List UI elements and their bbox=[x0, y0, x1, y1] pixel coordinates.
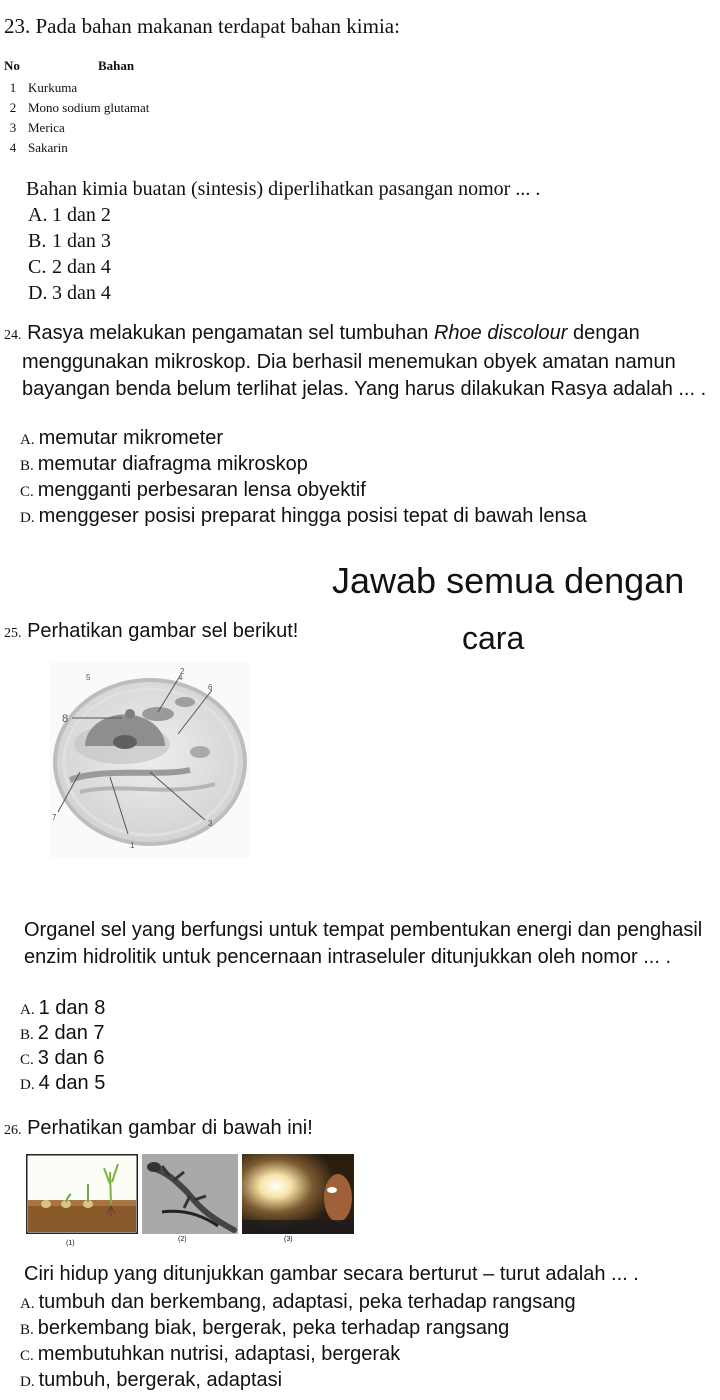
image-label-2: (2) bbox=[178, 1236, 187, 1243]
flashlight bbox=[327, 1187, 337, 1193]
table-row bbox=[4, 78, 149, 98]
image-caption-band bbox=[242, 1220, 354, 1234]
cell-label-8: 8 bbox=[62, 713, 69, 725]
q26-title bbox=[4, 1117, 313, 1140]
cell-label-7: 7 bbox=[52, 813, 57, 822]
option-letter: C. bbox=[20, 1348, 34, 1364]
option-letter: D. bbox=[20, 1077, 35, 1093]
table-row bbox=[4, 118, 149, 138]
option-letter: B. bbox=[28, 230, 47, 252]
q23-table bbox=[4, 58, 149, 158]
q24-stem-before: Rasya melakukan pengamatan sel tumbuhan bbox=[27, 322, 434, 344]
option-text: 1 dan 3 bbox=[52, 230, 111, 252]
option-text: mengganti perbesaran lensa obyektif bbox=[37, 479, 366, 501]
option-text: menggeser posisi preparat hingga posisi tepat di bawah lensa bbox=[38, 505, 587, 527]
option-text: memutar diafragma mikroskop bbox=[37, 453, 308, 475]
q25-option-b[interactable] bbox=[20, 1022, 105, 1045]
q25-option-a[interactable] bbox=[20, 997, 105, 1020]
option-letter: B. bbox=[20, 458, 34, 474]
option-text: tumbuh dan berkembang, adaptasi, peka terhadap rangsang bbox=[38, 1291, 576, 1313]
q26-option-d[interactable] bbox=[20, 1369, 282, 1392]
q23-title-text: Pada bahan makanan terdapat bahan kimia: bbox=[35, 14, 400, 38]
cell-label-3: 3 bbox=[208, 819, 213, 828]
option-text: membutuhkan nutrisi, adaptasi, bergerak bbox=[37, 1343, 401, 1365]
q23-row-bahan: Merica bbox=[28, 120, 65, 135]
cell-label-2: 2 bbox=[180, 667, 185, 676]
cell-label-6: 6 bbox=[208, 683, 213, 692]
q25-option-d[interactable] bbox=[20, 1072, 105, 1095]
lysosome bbox=[190, 746, 210, 758]
image-label-1: (1) bbox=[66, 1240, 75, 1247]
q25-title-text: Perhatikan gambar sel berikut! bbox=[27, 620, 299, 642]
q25-option-c[interactable] bbox=[20, 1047, 105, 1070]
q23-table-header bbox=[4, 58, 149, 78]
option-letter: C. bbox=[20, 1052, 34, 1068]
q23-row-bahan: Kurkuma bbox=[28, 80, 78, 95]
image-sprouting-seeds bbox=[26, 1154, 138, 1234]
person-face bbox=[324, 1174, 352, 1222]
q23-row-bahan: Mono sodium glutamat bbox=[28, 100, 150, 115]
q26-option-c[interactable] bbox=[20, 1343, 400, 1366]
table-row bbox=[4, 98, 149, 118]
option-text: memutar mikrometer bbox=[38, 427, 224, 449]
option-text: 1 dan 2 bbox=[52, 204, 111, 226]
cell-membrane bbox=[55, 680, 245, 844]
q24-question bbox=[4, 320, 716, 403]
nucleolus bbox=[113, 735, 137, 749]
image-gecko bbox=[142, 1154, 238, 1234]
q23-stem: Bahan kimia buatan (sintesis) diperlihatkan pasangan nomor ... . bbox=[26, 178, 541, 200]
q23-option-a[interactable] bbox=[28, 204, 111, 227]
option-letter: B. bbox=[20, 1322, 34, 1338]
q24-number: 24. bbox=[4, 328, 22, 343]
q26-stem: Ciri hidup yang ditunjukkan gambar secara berturut – turut adalah ... . bbox=[24, 1263, 639, 1285]
q23-number: 23. bbox=[4, 14, 31, 38]
q24-stem-after: dengan menggunakan mikroskop. Dia berhasil menemukan obyek amatan namun bayangan benda belum terlihat jelas. Yang harus dilakukan Rasya adalah ... . bbox=[22, 322, 707, 400]
q26-title-text: Perhatikan gambar di bawah ini! bbox=[27, 1117, 313, 1139]
vacuole bbox=[125, 709, 135, 719]
table-row bbox=[4, 138, 149, 158]
q26-option-a[interactable] bbox=[20, 1291, 576, 1314]
option-text: 2 dan 7 bbox=[37, 1022, 105, 1044]
cell-label-5: 5 bbox=[86, 673, 91, 682]
q23-row-no: 2 bbox=[9, 100, 17, 115]
mitochondrion bbox=[142, 707, 174, 721]
q25-title bbox=[4, 620, 298, 643]
option-letter: D. bbox=[28, 282, 48, 304]
overlay-note-line1: Jawab semua dengan bbox=[332, 560, 685, 601]
q23-title bbox=[4, 14, 400, 39]
option-letter: D. bbox=[20, 510, 35, 526]
q23-option-c[interactable] bbox=[28, 256, 111, 279]
q23-row-no: 4 bbox=[9, 140, 17, 155]
q24-option-d[interactable] bbox=[20, 505, 587, 528]
option-letter: C. bbox=[20, 484, 34, 500]
q23-option-b[interactable] bbox=[28, 230, 111, 253]
q23-header-bahan: Bahan bbox=[98, 58, 135, 73]
option-letter: A. bbox=[20, 1296, 35, 1312]
q24-option-a[interactable] bbox=[20, 427, 223, 450]
option-text: 4 dan 5 bbox=[38, 1072, 106, 1094]
cell-label-4: 4 bbox=[178, 673, 183, 682]
option-letter: A. bbox=[20, 432, 35, 448]
option-letter: C. bbox=[28, 256, 47, 278]
q26-option-b[interactable] bbox=[20, 1317, 509, 1340]
q24-stem bbox=[4, 320, 716, 403]
image-bright-light bbox=[242, 1154, 354, 1234]
golgi-body bbox=[175, 697, 195, 707]
option-letter: A. bbox=[20, 1002, 35, 1018]
q23-option-d[interactable] bbox=[28, 282, 111, 305]
cell-diagram bbox=[50, 662, 250, 858]
option-text: 3 dan 6 bbox=[37, 1047, 105, 1069]
q23-row-bahan: Sakarin bbox=[28, 140, 68, 155]
image-label-3: (3) bbox=[284, 1236, 293, 1243]
q23-row-no: 1 bbox=[9, 80, 17, 95]
q24-stem-italic: Rhoe discolour bbox=[433, 322, 568, 344]
option-text: 2 dan 4 bbox=[52, 256, 111, 278]
q23-row-no: 3 bbox=[9, 120, 17, 135]
gecko-head bbox=[147, 1162, 161, 1172]
option-text: berkembang biak, bergerak, peka terhadap rangsang bbox=[37, 1317, 510, 1339]
q25-number: 25. bbox=[4, 626, 22, 641]
option-letter: B. bbox=[20, 1027, 34, 1043]
option-letter: A. bbox=[28, 204, 48, 226]
q26-number: 26. bbox=[4, 1123, 22, 1138]
cell-label-1: 1 bbox=[130, 841, 135, 850]
q23-header-no: No bbox=[4, 58, 20, 73]
option-text: 1 dan 8 bbox=[38, 997, 106, 1019]
seed bbox=[41, 1200, 51, 1208]
overlay-note-line2: cara bbox=[462, 620, 525, 656]
q24-option-c[interactable] bbox=[20, 479, 366, 502]
q25-stem: Organel sel yang berfungsi untuk tempat pembentukan energi dan penghasil enzim hidrolitik untuk pencernaan intraseluler ditunjukkan oleh nomor ... . bbox=[24, 919, 703, 968]
soil bbox=[28, 1204, 136, 1232]
option-text: 3 dan 4 bbox=[52, 282, 111, 304]
option-letter: D. bbox=[20, 1374, 35, 1390]
q24-option-b[interactable] bbox=[20, 453, 308, 476]
option-text: tumbuh, bergerak, adaptasi bbox=[38, 1369, 283, 1391]
